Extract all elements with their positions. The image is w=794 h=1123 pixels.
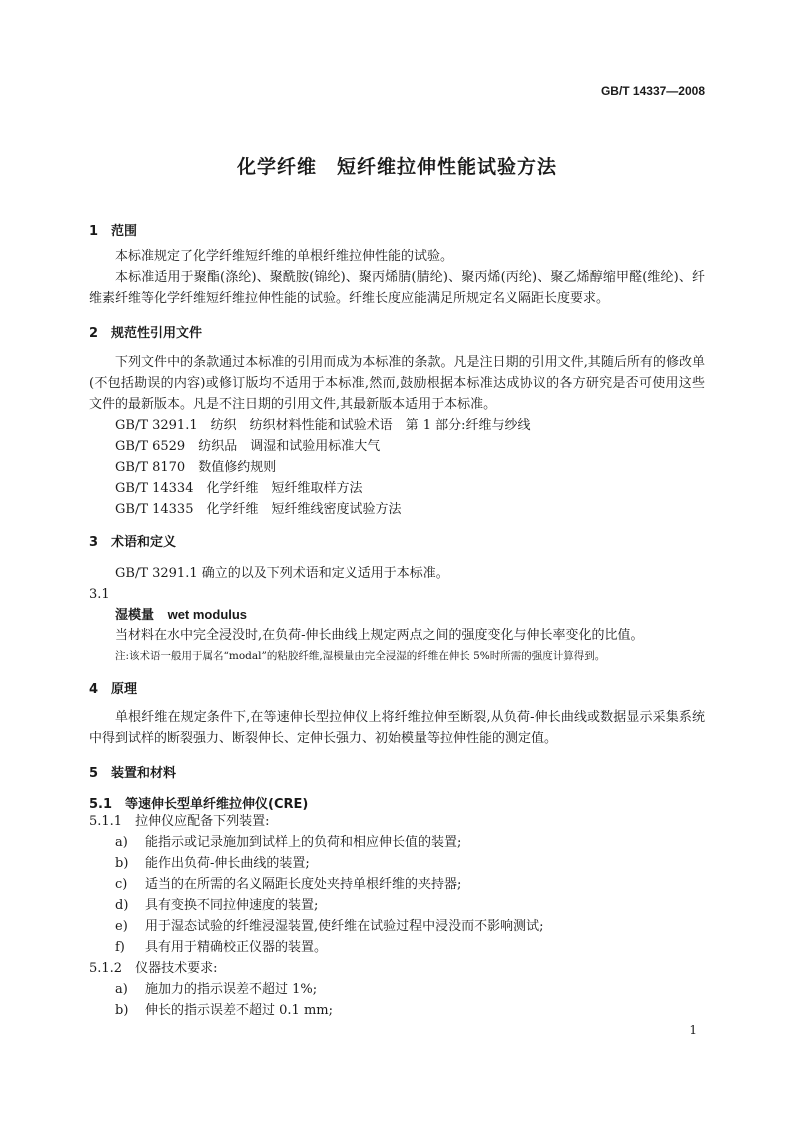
list-marker: f) (115, 940, 125, 955)
list-marker: b) (115, 856, 129, 871)
list-marker: e) (115, 919, 128, 934)
term-definition: 当材料在水中完全浸没时,在负荷-伸长曲线上规定两点之间的强度变化与伸长率变化的比值。 (115, 628, 644, 643)
list-text: 具有变换不同拉伸速度的装置; (145, 898, 319, 913)
section-title: 术语和定义 (111, 535, 177, 550)
list-text: 能作出负荷-伸长曲线的装置; (145, 856, 310, 871)
section-2-heading (89, 322, 202, 341)
reference-item: GB/T 6529 纺织品 调湿和试验用标准大气 (115, 439, 381, 454)
clause-5-1-1: 5.1.1 拉伸仪应配备下列装置: (89, 814, 270, 829)
section-1-paragraph-1: 本标准规定了化学纤维短纤维的单根纤维拉伸性能的试验。 (115, 249, 454, 264)
list-marker: d) (115, 898, 129, 913)
reference-item: GB/T 14335 化学纤维 短纤维线密度试验方法 (115, 502, 402, 517)
section-3-heading (89, 531, 176, 550)
section-3-paragraph-1: GB/T 3291.1 确立的以及下列术语和定义适用于本标准。 (115, 566, 449, 581)
document-title: 化学纤维 短纤维拉伸性能试验方法 (236, 156, 557, 178)
section-5-heading (89, 762, 176, 781)
list-item (115, 874, 461, 895)
section-title: 范围 (111, 224, 138, 239)
list-text: 施加力的指示误差不超过 1%; (145, 982, 318, 997)
section-number: 5 (89, 766, 99, 781)
list-item (115, 937, 327, 958)
term-entry (115, 604, 247, 626)
clause-number: 3.1 (89, 587, 110, 602)
list-marker: a) (115, 982, 128, 997)
section-4-paragraph-1: 单根纤维在规定条件下,在等速伸长型拉伸仪上将纤维拉伸至断裂,从负荷-伸长曲线或数据显示采集系统中得到试样的断裂强力、断裂伸长、定伸长强力、初始模量等拉伸性能的测定值。 (89, 710, 705, 746)
term-chinese: 湿模量 (115, 608, 155, 623)
clause-5-1-2: 5.1.2 仪器技术要求: (89, 961, 218, 976)
list-marker: b) (115, 1003, 129, 1018)
list-marker: a) (115, 835, 128, 850)
term-note: 注:该术语一般用于属名“modal”的粘胶纤维,湿模量由完全浸湿的纤维在伸长 5%时所需的强度计算得到。 (115, 650, 606, 662)
section-1-paragraph-2: 本标准适用于聚酯(涤纶)、聚酰胺(锦纶)、聚丙烯腈(腈纶)、聚丙烯(丙纶)、聚乙烯醇缩甲醛(维纶)、纤维素纤维等化学纤维短纤维拉伸性能的试验。纤维长度应能满足所规定名义隔距长度要求。 (89, 270, 705, 306)
reference-item: GB/T 8170 数值修约规则 (115, 460, 277, 475)
list-item (115, 916, 544, 937)
subsection-5-1-heading: 5.1 等速伸长型单纤维拉伸仪(CRE) (89, 797, 309, 812)
section-number: 1 (89, 224, 99, 239)
section-title: 原理 (111, 682, 138, 697)
list-item (115, 832, 461, 853)
page-number: 1 (689, 1023, 697, 1037)
list-text: 伸长的指示误差不超过 0.1 mm; (145, 1003, 333, 1018)
list-text: 适当的在所需的名义隔距长度处夹持单根纤维的夹持器; (145, 877, 462, 892)
section-2-paragraph-1: 下列文件中的条款通过本标准的引用而成为本标准的条款。凡是注日期的引用文件,其随后所有的修改单(不包括勘误的内容)或修订版均不适用于本标准,然而,鼓励根据本标准达成协议的各方研究是否可使用这些文件的最新版本。凡是不注日期的引用文件,其最新版本适用于本标准。 (89, 355, 705, 412)
section-number: 2 (89, 326, 99, 341)
section-title: 装置和材料 (111, 766, 177, 781)
term-english: wet modulus (167, 607, 248, 622)
section-1-heading (89, 220, 137, 239)
list-marker: c) (115, 877, 128, 892)
list-item (115, 853, 310, 874)
section-number: 4 (89, 682, 99, 697)
list-item (115, 979, 317, 1000)
section-4-heading (89, 678, 137, 697)
standard-code: GB/T 14337—2008 (600, 84, 705, 98)
reference-item: GB/T 14334 化学纤维 短纤维取样方法 (115, 481, 363, 496)
reference-item: GB/T 3291.1 纺织 纺织材料性能和试验术语 第 1 部分:纤维与纱线 (115, 418, 531, 433)
list-item (115, 895, 318, 916)
list-text: 具有用于精确校正仪器的装置。 (145, 940, 328, 955)
list-text: 能指示或记录施加到试样上的负荷和相应伸长值的装置; (145, 835, 462, 850)
section-title: 规范性引用文件 (111, 326, 203, 341)
list-item (115, 1000, 333, 1021)
section-number: 3 (89, 535, 99, 550)
list-text: 用于湿态试验的纤维浸湿装置,使纤维在试验过程中浸没而不影响测试; (145, 919, 544, 934)
